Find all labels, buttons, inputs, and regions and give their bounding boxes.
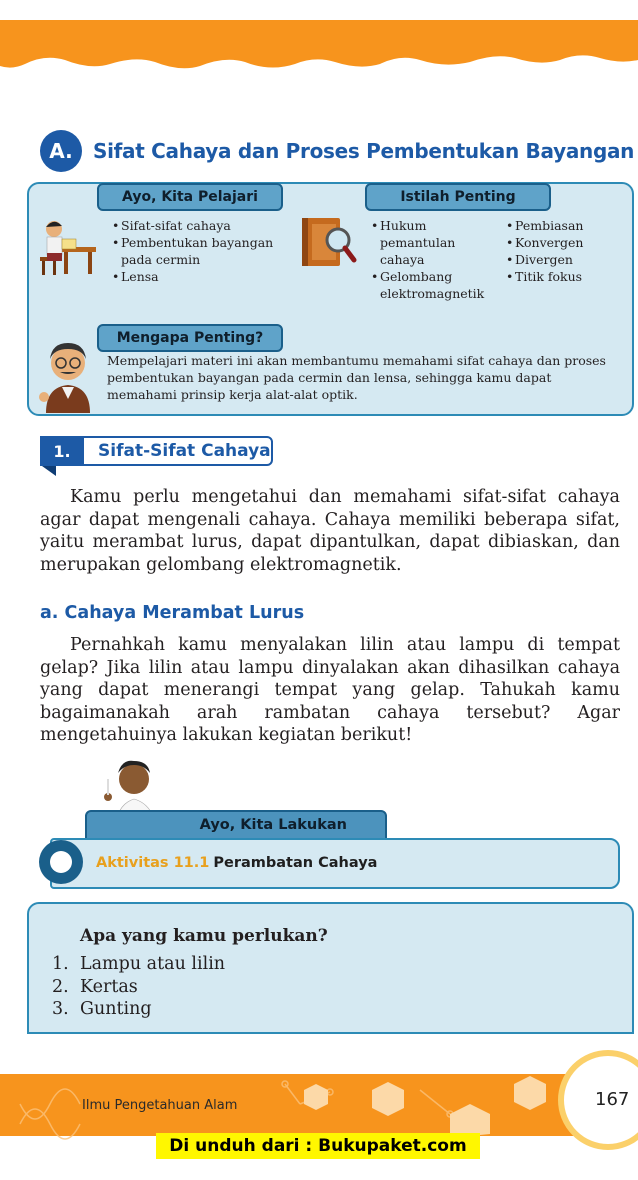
why-label: Mengapa Penting? (97, 324, 283, 352)
section-a-heading (40, 130, 634, 172)
footer-band (0, 1074, 638, 1180)
footer-subject: Ilmu Pengetahuan Alam (82, 1098, 238, 1113)
learn-list (112, 217, 273, 285)
list-item: • Pembiasan (506, 217, 583, 234)
section-number: 1. (40, 436, 84, 466)
student-reading-icon (38, 217, 100, 277)
materials-title: Apa yang kamu perlukan? (80, 926, 328, 946)
terms-list-2 (506, 217, 583, 285)
list-item: elektromagnetik (380, 286, 485, 301)
paragraph-2: Pernahkah kamu menyalakan lilin atau lampu di tempat gelap? Jika lilin atau lampu dinyalakan akan dihasilkan cahaya yang dapat menerangi tempat yang gelap. Tahukah kamu bagaimanakah arah rambatan cahaya tersebut? Agar mengetahuinya lakukan kegiatan berikut! (40, 635, 620, 745)
terms-list-1 (371, 217, 484, 302)
teacher-icon (38, 335, 98, 413)
list-item: • Hukum (371, 217, 484, 234)
materials-list (52, 953, 225, 1021)
list-item: pada cermin (121, 252, 201, 267)
activity-name: Perambatan Cahaya (213, 855, 378, 871)
header-band (0, 20, 638, 80)
paragraph-1: Kamu perlu mengetahui dan memahami sifat-sifat cahaya agar dapat mengenali cahaya. Cahaya memiliki beberapa sifat, yaitu merambat lurus, dapat dipantulkan, dapat dibiaskan, dan merupakan gelombang elektromagnetik. (40, 487, 620, 575)
book-magnifier-icon (300, 214, 358, 270)
terms-label: Istilah Penting (365, 183, 551, 211)
list-item: 2. Kertas (52, 976, 138, 997)
list-item: 1. Lampu atau lilin (52, 954, 226, 974)
download-banner[interactable]: Di unduh dari : Bukupaket.com (156, 1133, 480, 1159)
section-1-heading (40, 436, 273, 466)
subsection-heading: a. Cahaya Merambat Lurus (40, 603, 305, 623)
activity-title (96, 855, 377, 871)
section-number-tail (42, 466, 56, 476)
list-item: • Titik fokus (506, 268, 583, 285)
section-title: Sifat Cahaya dan Proses Pembentukan Bayangan (93, 139, 635, 163)
activity-tab: Ayo, Kita Lakukan (85, 810, 387, 840)
activity-circle-icon (39, 840, 83, 884)
section-letter: A. (40, 130, 82, 172)
list-item: • Pembentukan bayangan (112, 234, 273, 251)
learn-label: Ayo, Kita Pelajari (97, 183, 283, 211)
list-item: • Sifat-sifat cahaya (112, 217, 273, 234)
list-item: 3. Gunting (52, 999, 152, 1019)
list-item: pemantulan (380, 235, 456, 250)
list-item: • Lensa (112, 268, 273, 285)
list-item: • Divergen (506, 251, 583, 268)
why-text: Mempelajari materi ini akan membantumu memahami sifat cahaya dan proses pembentukan bayangan pada cermin dan lensa, sehingga kamu dapat memahami prinsip kerja alat-alat optik. (107, 353, 606, 402)
page-number: 167 (595, 1089, 630, 1110)
list-item: • Gelombang (371, 268, 484, 285)
list-item: cahaya (380, 252, 425, 267)
section-title: Sifat-Sifat Cahaya (98, 441, 271, 461)
list-item: • Konvergen (506, 234, 583, 251)
activity-code: Aktivitas 11.1 (96, 855, 210, 871)
